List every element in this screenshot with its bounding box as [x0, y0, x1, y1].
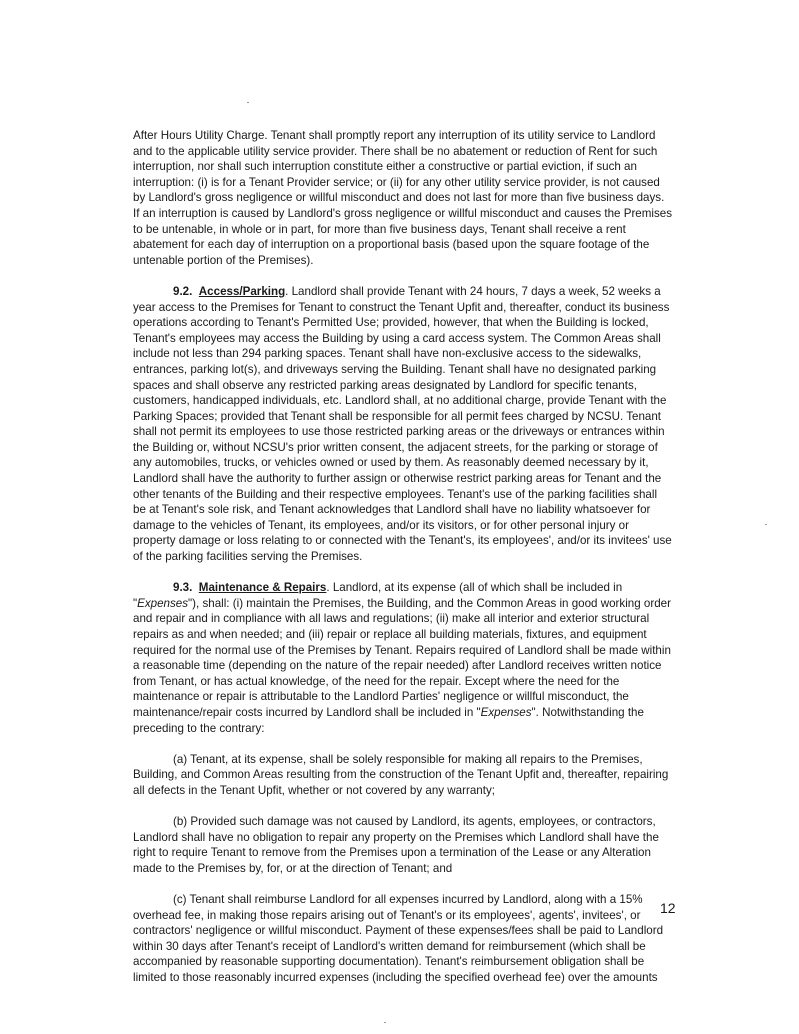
list-item-a: (a) Tenant, at its expense, shall be solely responsible for making all repairs to the Premises, Building, and Common Areas resulting from the construction of the Tenant Upfit and, thereafter, repairing all defects in the Tenant Upfit, whether or not covered by any warranty; [133, 752, 669, 797]
section-heading: Maintenance & Repairs [198, 581, 327, 595]
section-heading: Access/Parking [198, 284, 286, 298]
section-number: 9.3. [173, 581, 193, 595]
paragraph-after-hours-utility: After Hours Utility Charge. Tenant shall promptly report any interruption of its utility service to Landlord and to the applicable utility service provider. There shall be no abatement or reduction of Rent for such interruption, nor shall such interruption constitute either a constructive or partial eviction, if such an interruption: (i) is for a Tenant Provider service; or (ii) for any other utility service provider, is not caused by Landlord's gross negligence or willful misconduct and does not last for more than five business days. If an interruption is caused by Landlord's gross negligence or willful misconduct and causes the Premises to be untenable, in whole or in part, for more than five business days, Tenant shall receive a rent abatement for each day of interruption on a proportional basis (based upon the square footage of the untenable portion of the Premises). [133, 129, 673, 267]
section-body-part: ". Notwithstanding the preceding to the contrary: [133, 705, 644, 735]
section-body-part: . Landlord, at its expense (all of which shall be included in " [133, 581, 623, 610]
document-body [133, 128, 673, 1001]
scan-speck [247, 102, 249, 103]
defined-term: Expenses [480, 705, 532, 719]
defined-term: Expenses [137, 596, 189, 610]
page-number: 12 [660, 900, 676, 916]
section-body: . Landlord shall provide Tenant with 24 hours, 7 days a week, 52 weeks a year access to the Premises for Tenant to construct the Tenant Upfit and, thereafter, conduct its business operations according to Tenant's Permitted Use; provided, however, that when the Building is locked, Tenant's employees may access the Building by using a card access system. The Common Areas shall include not less than 294 parking spaces. Tenant shall have non-exclusive access to the sidewalks, entrances, parking lot(s), and driveways serving the Building. Tenant shall have no designated parking spaces and shall observe any restricted parking areas designated by Landlord for specific tenants, customers, handicapped individuals, etc. Landlord shall, at no additional charge, provide Tenant with the Parking Spaces; provided that Tenant shall be responsible for all permit fees charged by NCSU. Tenant shall not permit its employees to use those restricted parking areas or the driveways or entrances within the Building or, without NCSU's prior written consent, the adjacent streets, for the parking or storage of any automobiles, trucks, or vehicles owned or used by them. As reasonably deemed necessary by it, Landlord shall have the authority to further assign or otherwise restrict parking areas for Tenant and the other tenants of the Building and their respective employees. Tenant's use of the parking facilities shall be at Tenant's sole risk, and Tenant acknowledges that Landlord shall have no liability whatsoever for damage to the vehicles of Tenant, its employees, and/or its visitors, or for other personal injury or property damage or loss relating to or connected with the Tenant's, its employees', and/or its invitees' use of the parking facilities serving the Premises. [133, 284, 672, 564]
section-body-part: "), shall: (i) maintain the Premises, the Building, and the Common Areas in good working order and repair and in compliance with all laws and regulations; (ii) make all interior and exterior structural repairs as and when needed; and (iii) repair or replace all building materials, fixtures, and equipment required for the normal use of the Premises by Tenant. Repairs required of Landlord shall be made within a reasonable time (depending on the nature of the repair needed) after Landlord receives written notice from Tenant, or has actual knowledge, of the need for the repair. Except where the need for the maintenance or repair is attributable to the Landlord Parties' negligence or willful misconduct, the maintenance/repair costs incurred by Landlord shall be included in " [133, 596, 671, 719]
scan-speck [384, 1022, 386, 1023]
section-number: 9.2. [173, 284, 193, 298]
list-item-c: (c) Tenant shall reimburse Landlord for all expenses incurred by Landlord, along with a 15% overhead fee, in making those repairs arising out of Tenant's or its employees', agents', invitees', or contractors' negligence or willful misconduct. Payment of these expenses/fees shall be paid to Landlord within 30 days after Tenant's receipt of Landlord's written demand for reimbursement (which shall be accompanied by reasonable supporting documentation). Tenant's reimbursement obligation shall be limited to those reasonably incurred expenses (including the specified overhead fee) over the amounts [133, 893, 664, 985]
section-9-3-maintenance-repairs [133, 580, 673, 736]
section-9-2-access-parking [133, 284, 673, 565]
list-item-b: (b) Provided such damage was not caused by Landlord, its agents, employees, or contractors, Landlord shall have no obligation to repair any property on the Premises which Landlord shall have the right to require Tenant to remove from the Premises upon a termination of the Lease or any Alteration made to the Premises by, for, or at the direction of Tenant; and [133, 815, 659, 875]
scan-speck [765, 524, 767, 525]
